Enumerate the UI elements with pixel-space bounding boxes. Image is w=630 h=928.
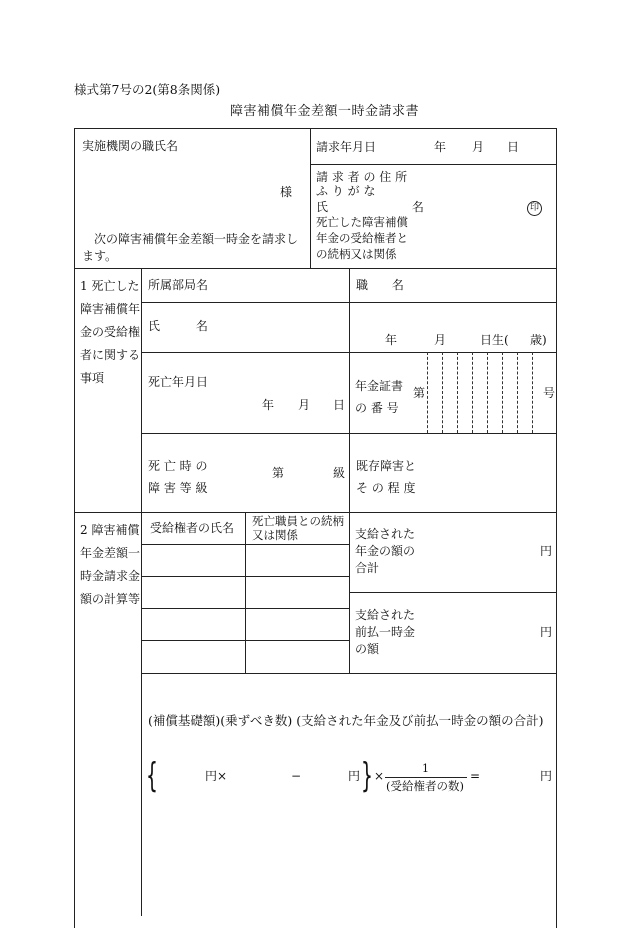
form-title: 障害補償年金差額一時金請求書 — [230, 104, 420, 119]
cert-suffix: 号 — [543, 386, 556, 400]
grade-dai: 第 — [272, 466, 285, 480]
advance-yen: 円 — [540, 625, 553, 639]
birth-month: 月 — [434, 333, 447, 347]
claimant-name-label: 氏 名 — [316, 200, 424, 214]
birth-day: 日生( — [480, 333, 509, 347]
formula-denominator: (受給権者の数) — [386, 779, 464, 793]
agency-label: 実施機関の職氏名 — [82, 139, 179, 153]
formula-yen-right: 円 — [348, 769, 361, 783]
birth-year: 年 — [385, 333, 398, 347]
form-number: 様式第7号の2(第8条関係) — [74, 82, 221, 97]
death-year: 年 — [262, 398, 275, 412]
grade-label: 死 亡 時 の障 害 等 級 — [148, 459, 208, 495]
formula-caption: (補償基礎額)(乗ずべき数) (支給された年金及び前払一時金の額の合計) — [148, 713, 544, 728]
col-beneficiary-name: 受給権者の氏名 — [150, 521, 235, 535]
section1-heading: 1 死亡した障害補償年金の受給権者に関する事項 — [80, 279, 141, 385]
section2-heading: 2 障害補償年金差額一時金請求金額の計算等 — [80, 523, 141, 606]
cert-label: 年金証書の 番 号 — [355, 379, 404, 415]
death-day: 日 — [333, 398, 346, 412]
pension-total-yen: 円 — [540, 544, 553, 558]
request-date-month: 月 — [472, 140, 485, 154]
request-date-day: 日 — [507, 140, 520, 154]
col-relation: 死亡職員との続柄又は関係 — [252, 514, 344, 542]
address-label: 請 求 者 の 住 所 — [316, 170, 408, 184]
existing-disability-label: 既存障害とそ の 程 度 — [356, 459, 417, 495]
death-month: 月 — [298, 398, 311, 412]
formula-equals: = — [470, 769, 481, 783]
grade-kyu: 級 — [333, 466, 346, 480]
sama-label: 様 — [280, 185, 293, 199]
formula-minus: − — [291, 769, 302, 783]
furigana-label: ふ り が な — [316, 184, 376, 198]
formula-times: × — [374, 769, 385, 783]
death-date-label: 死亡年月日 — [148, 375, 209, 389]
pension-total-label: 支給された年金の額の合計 — [355, 527, 416, 575]
seal-mark: 印 — [527, 201, 542, 216]
formula-yen-end: 円 — [540, 769, 553, 783]
request-text: 次の障害補償年金差額一時金を請求します。 — [82, 232, 299, 263]
request-date-label: 請求年月日 — [316, 140, 377, 154]
formula-right-brace: } — [361, 756, 373, 796]
deceased-name-label: 氏 名 — [148, 319, 208, 333]
relation-label: 死亡した障害補償年金の受給権者との続柄又は関係 — [316, 215, 408, 261]
formula-yen-times: 円× — [205, 769, 228, 783]
fraction-bar — [385, 777, 467, 778]
request-date-year: 年 — [434, 140, 447, 154]
dept-label: 所属部局名 — [148, 278, 209, 292]
formula-numerator: 1 — [422, 762, 429, 775]
position-label: 職 名 — [356, 278, 404, 292]
advance-label: 支給された前払一時金の額 — [355, 608, 416, 656]
cert-prefix: 第 — [413, 386, 426, 400]
age: 歳) — [530, 333, 547, 347]
formula-left-brace: { — [146, 756, 158, 796]
